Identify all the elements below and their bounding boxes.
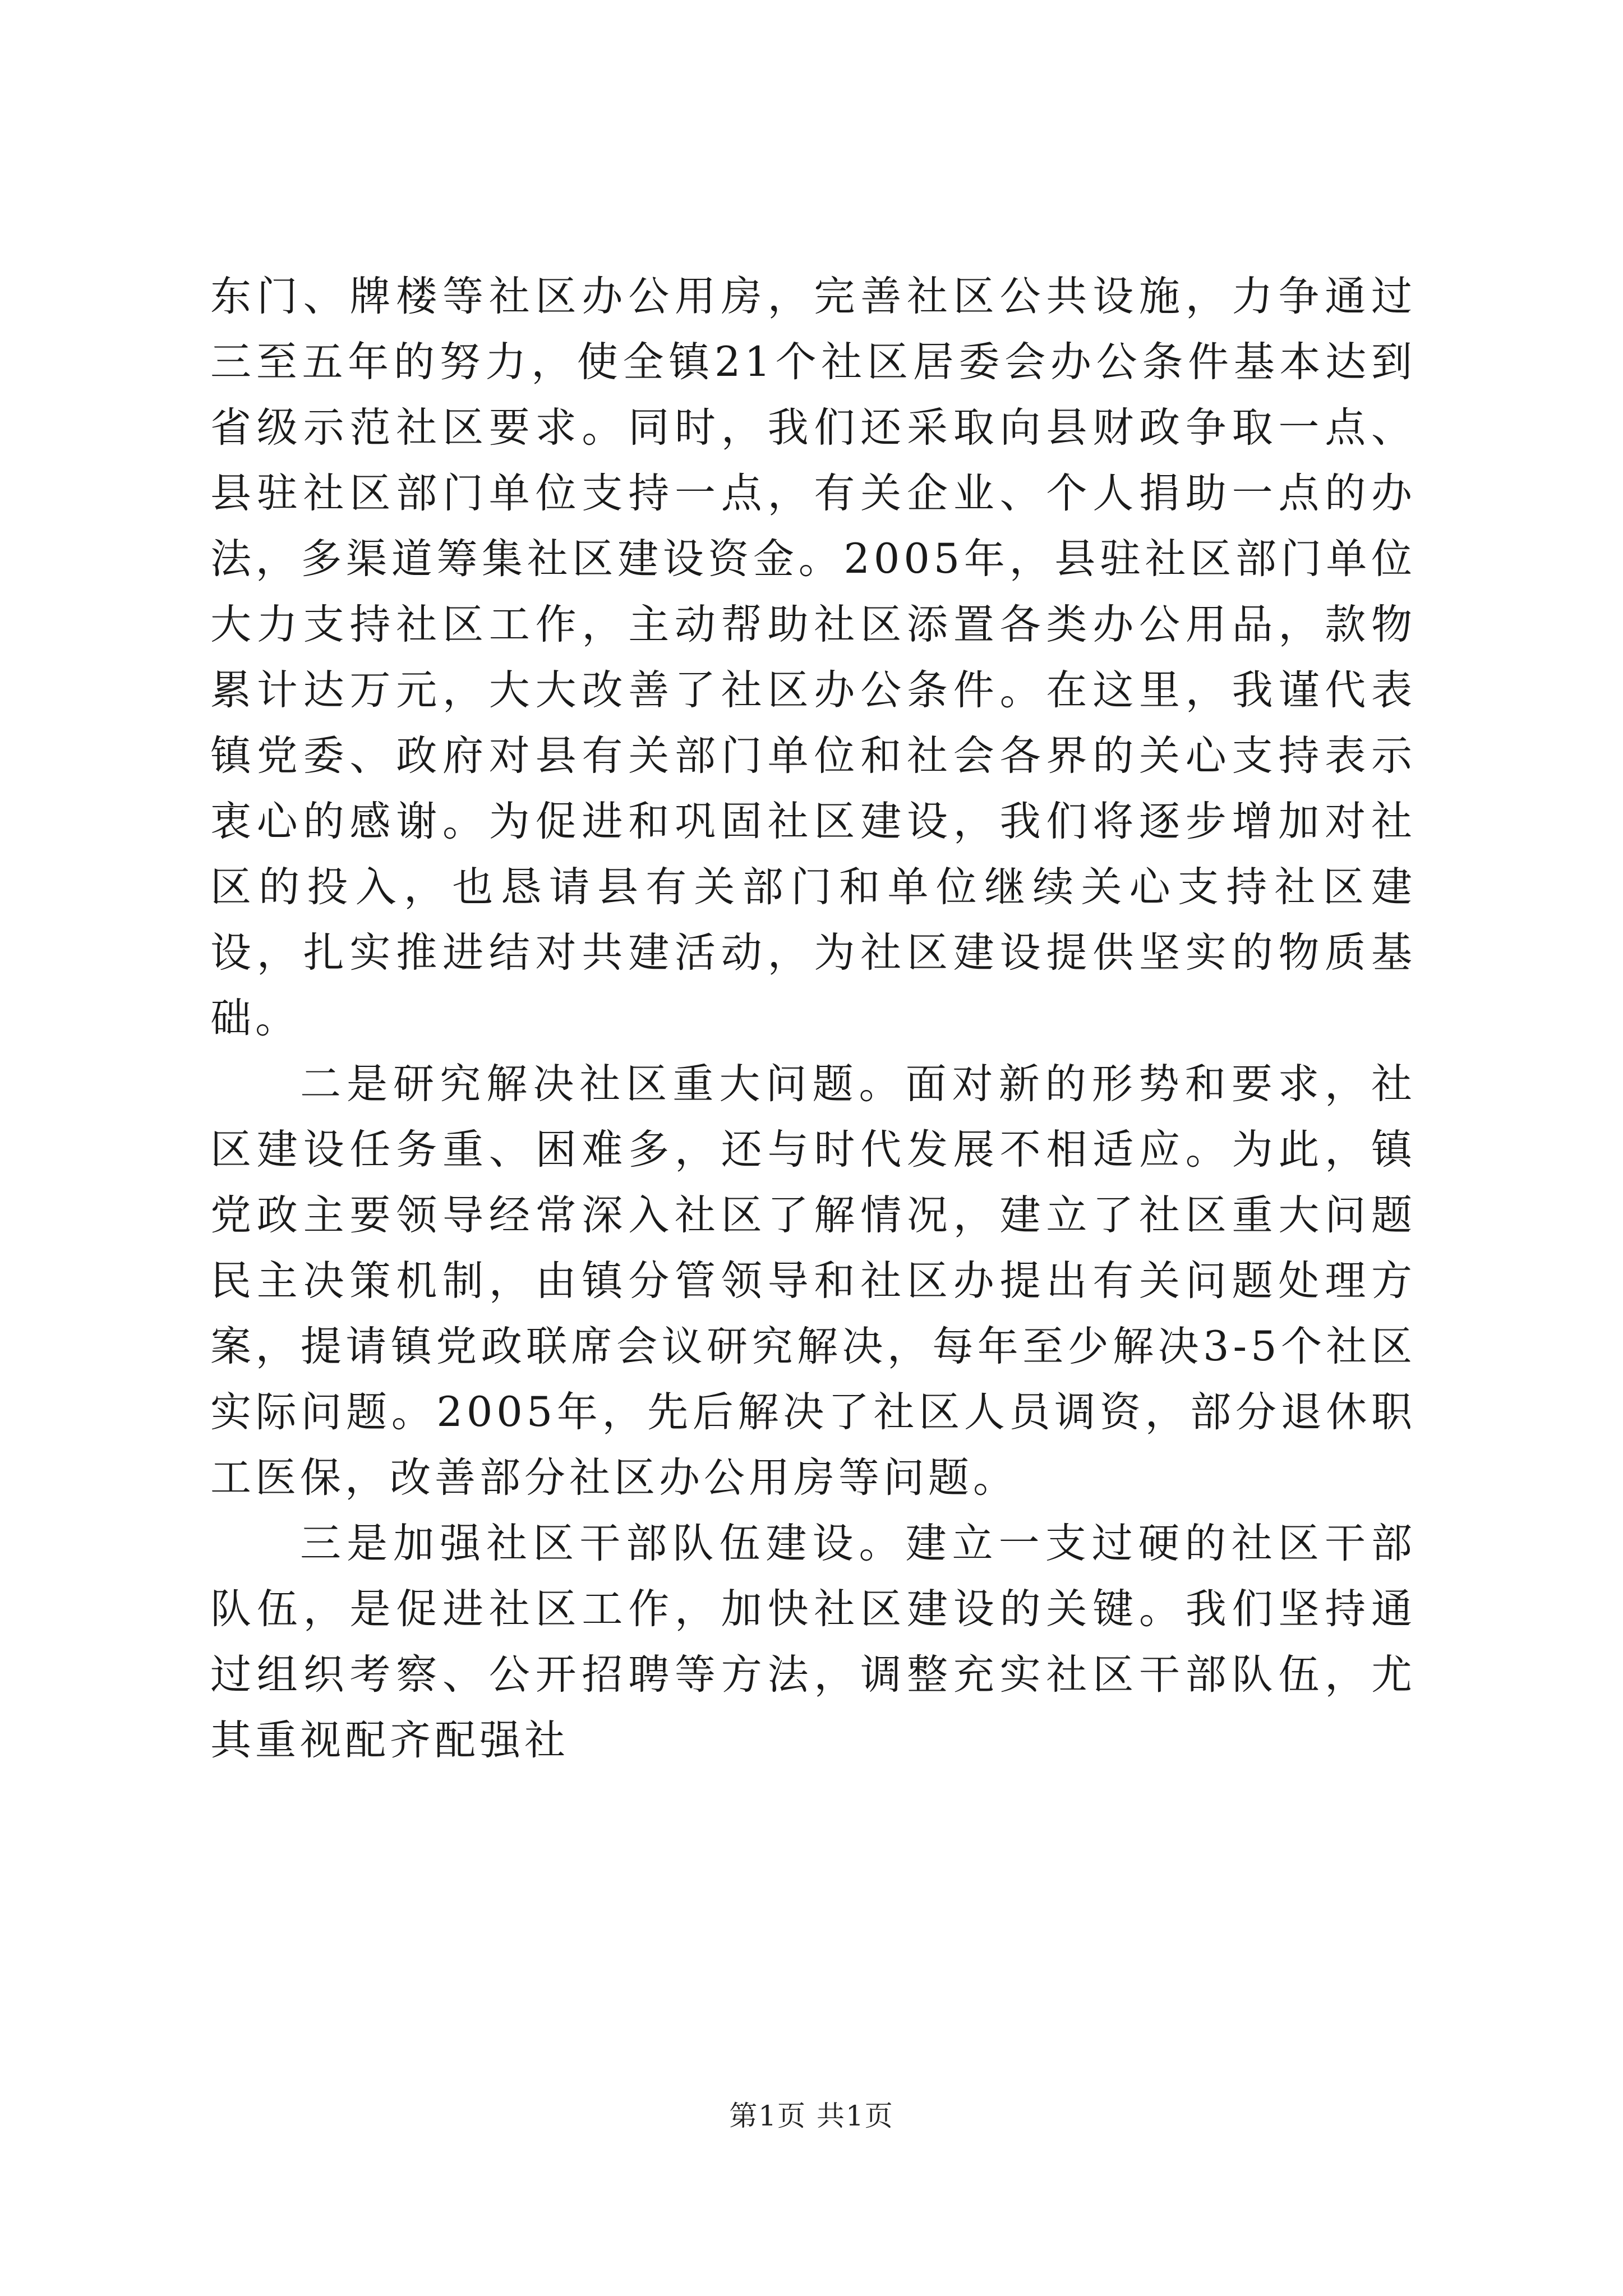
document-body [210,264,1416,1773]
paragraph-continued: 东门、牌楼等社区办公用房，完善社区公共设施，力争通过三至五年的努力，使全镇21个社区居委会办公条件基本达到省级示范社区要求。同时，我们还采取向县财政争取一点、县驻社区部门单位支持一点，有关企业、个人捐助一点的办法，多渠道筹集社区建设资金。2005年，县驻社区部门单位大力支持社区工作，主动帮助社区添置各类办公用品，款物累计达万元，大大改善了社区办公条件。在这里，我谨代表镇党委、政府对县有关部门单位和社会各界的关心支持表示衷心的感谢。为促进和巩固社区建设，我们将逐步增加对社区的投入，也恳请县有关部门和单位继续关心支持社区建设，扎实推进结对共建活动，为社区建设提供坚实的物质基础。 [210,273,1416,1042]
paragraph-point-two: 二是研究解决社区重大问题。面对新的形势和要求，社区建设任务重、困难多，还与时代发展不相适应。为此，镇党政主要领导经常深入社区了解情况，建立了社区重大问题民主决策机制，由镇分管领导和社区办提出有关问题处理方案，提请镇党政联席会议研究解决，每年至少解决3-5个社区实际问题。2005年，先后解决了社区人员调资，部分退休职工医保，改善部分社区办公用房等问题。 [210,1060,1416,1502]
paragraph-point-three: 三是加强社区干部队伍建设。建立一支过硬的社区干部队伍，是促进社区工作，加快社区建设的关键。我们坚持通过组织考察、公开招聘等方法，调整充实社区干部队伍，尤其重视配齐配强社 [210,1520,1416,1764]
page-footer [0,2096,1623,2136]
page-number-label: 第1页 共1页 [729,2100,894,2132]
